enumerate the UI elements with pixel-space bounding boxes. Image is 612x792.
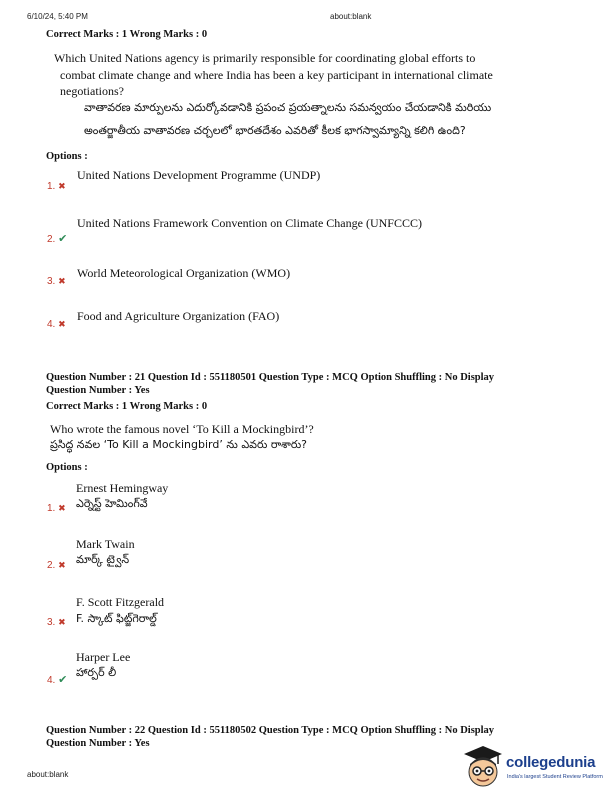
- option-number: 1.: [47, 181, 56, 192]
- q21-marks: Correct Marks : 1 Wrong Marks : 0: [46, 401, 208, 412]
- q20-text-en-2: combat climate change and where India has been a key participant in international climate: [60, 68, 493, 82]
- correct-check-icon: ✔: [58, 674, 68, 686]
- footer-url: about:blank: [27, 770, 69, 779]
- q21-option-4-te: హార్పర్ లీ: [76, 666, 117, 679]
- option-number: 3.: [47, 617, 56, 628]
- q21-option-4-number: [47, 673, 67, 686]
- q20-text-te-2: అంతర్జాతీయ వాతావరణ చర్చలలో భారతదేశం ఎవరితో కీలక భాగస్వామ్యాన్ని కలిగి ఉంది?: [84, 124, 466, 137]
- logo-tagline: India's largest Student Review Platform: [507, 774, 603, 780]
- q21-option-1-te: ఎర్నెస్ట్ హెమింగ్‌వే: [76, 497, 148, 510]
- wrong-icon: ✖: [58, 617, 66, 627]
- wrong-icon: ✖: [58, 319, 66, 329]
- q21-options-label: Options :: [46, 462, 88, 473]
- q20-text-en-3: negotiations?: [60, 84, 124, 98]
- logo-wordmark: collegedunia: [506, 754, 596, 771]
- q20-option-4-text: Food and Agriculture Organization (FAO): [77, 309, 280, 323]
- q20-option-4-number: [47, 319, 66, 330]
- q20-text-en-1: Which United Nations agency is primarily responsible for coordinating global efforts to: [54, 51, 476, 65]
- q20-marks: Correct Marks : 1 Wrong Marks : 0: [46, 29, 208, 40]
- q20-text-te-1: వాతావరణ మార్పులను ఎదుర్కోవడానికి ప్రపంచ ప్రయత్నాలను సమన్వయం చేయడానికి మరియు: [84, 101, 492, 114]
- collegedunia-logo: [462, 744, 612, 792]
- q22-meta-1: Question Number : 22 Question Id : 551180502 Question Type : MCQ Option Shuffling : No Display: [46, 725, 495, 736]
- q20-option-1-text: United Nations Development Programme (UNDP): [77, 168, 321, 182]
- q21-text-en: Who wrote the famous novel ‘To Kill a Mockingbird’?: [50, 422, 314, 436]
- wrong-icon: ✖: [58, 560, 66, 570]
- q20-option-3-text: World Meteorological Organization (WMO): [77, 266, 291, 280]
- mascot-icon: [462, 744, 504, 790]
- q21-meta-1: Question Number : 21 Question Id : 551180501 Question Type : MCQ Option Shuffling : No Display: [46, 372, 495, 383]
- q21-option-2-number: [47, 560, 66, 571]
- wrong-icon: ✖: [58, 276, 66, 286]
- option-number: 4.: [47, 675, 56, 686]
- wrong-icon: ✖: [58, 503, 66, 513]
- page-title: about:blank: [330, 12, 372, 21]
- option-number: 2.: [47, 234, 56, 245]
- q20-option-2-text: United Nations Framework Convention on Climate Change (UNFCCC): [77, 216, 422, 230]
- correct-check-icon: ✔: [58, 233, 68, 245]
- q20-option-2-number: [47, 232, 67, 245]
- q20-option-1-number: [47, 181, 66, 192]
- option-number: 1.: [47, 503, 56, 514]
- q21-option-3-en: F. Scott Fitzgerald: [76, 595, 165, 609]
- q21-option-3-te: F. స్కాట్ ఫిట్జ్‌గెరాల్డ్: [76, 612, 157, 625]
- q21-option-2-en: Mark Twain: [76, 537, 135, 551]
- wrong-icon: ✖: [58, 181, 66, 191]
- q22-meta-2: Question Number : Yes: [46, 738, 150, 749]
- option-number: 3.: [47, 276, 56, 287]
- q21-meta-2: Question Number : Yes: [46, 385, 150, 396]
- q20-option-3-number: [47, 276, 66, 287]
- q21-option-4-en: Harper Lee: [76, 650, 131, 664]
- q21-option-2-te: మార్క్ ట్వైన్: [76, 553, 130, 566]
- q21-option-1-number: [47, 503, 66, 514]
- print-datetime: 6/10/24, 5:40 PM: [27, 12, 88, 21]
- q21-option-1-en: Ernest Hemingway: [76, 481, 169, 495]
- option-number: 2.: [47, 560, 56, 571]
- option-number: 4.: [47, 319, 56, 330]
- q20-options-label: Options :: [46, 151, 88, 162]
- q21-text-te: ప్రసిద్ధ నవల ‘To Kill a Mockingbird’ ను ఎవరు రాశారు?: [50, 438, 307, 451]
- q21-option-3-number: [47, 617, 66, 628]
